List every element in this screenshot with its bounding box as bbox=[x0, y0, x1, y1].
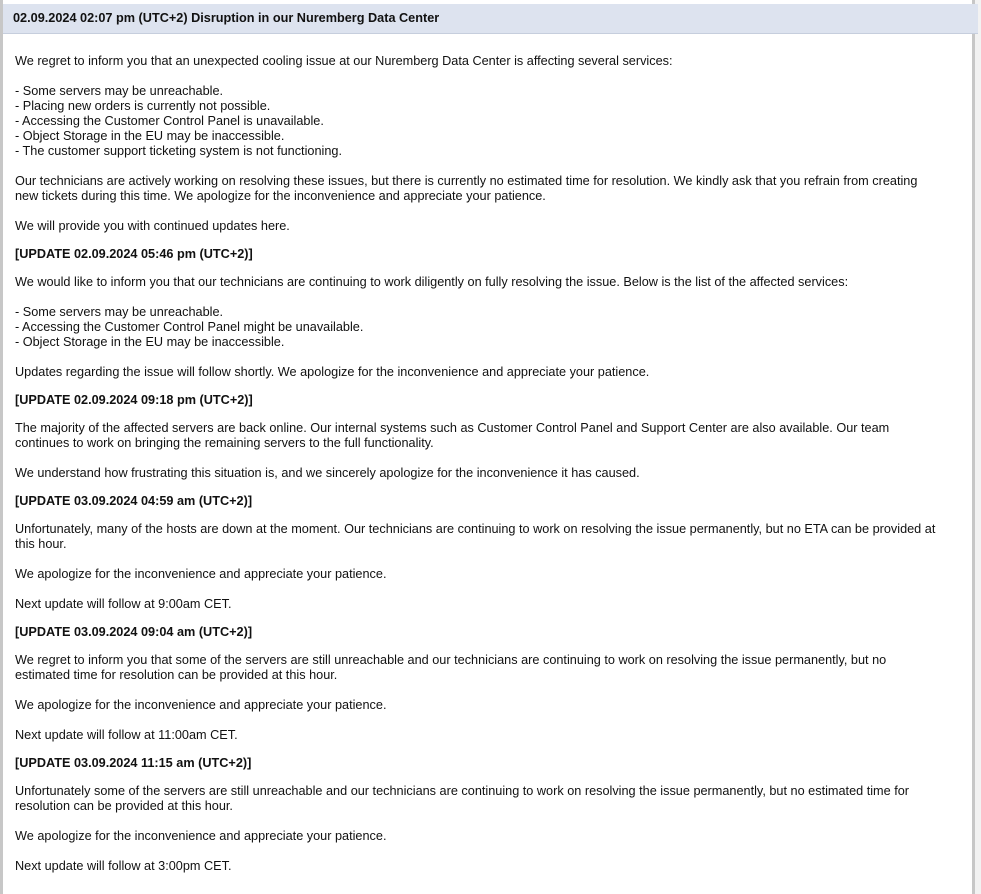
list-item: - The customer support ticketing system is not functioning. bbox=[15, 144, 342, 158]
incident-header bbox=[3, 4, 978, 34]
list-item: - Some servers may be unreachable. bbox=[15, 84, 224, 98]
update-paragraph: Next update will follow at 9:00am CET. bbox=[15, 597, 232, 611]
list-item: - Some servers may be unreachable. bbox=[15, 305, 224, 319]
list-item: - Object Storage in the EU may be inaccessible. bbox=[15, 129, 285, 143]
intro-paragraph-line: Our technicians are actively working on resolving these issues, but there is currently no estimated time for resolution. We kindly ask that you refrain from creating bbox=[15, 174, 918, 188]
list-item: - Placing new orders is currently not possible. bbox=[15, 99, 271, 113]
update-paragraph-line: We regret to inform you that some of the servers are still unreachable and our technicians are continuing to work on resolving the issue permanently, but no bbox=[15, 653, 887, 667]
list-item: - Accessing the Customer Control Panel is unavailable. bbox=[15, 114, 324, 128]
update-paragraph-line: resolution can be provided at this hour. bbox=[15, 799, 233, 813]
list-item: - Object Storage in the EU may be inaccessible. bbox=[15, 335, 285, 349]
list-item: - Accessing the Customer Control Panel might be unavailable. bbox=[15, 320, 364, 334]
incident-title: 02.09.2024 02:07 pm (UTC+2) Disruption in our Nuremberg Data Center bbox=[13, 11, 440, 25]
update-paragraph: We would like to inform you that our technicians are continuing to work diligently on fully resolving the issue. Below is the list of the affected services: bbox=[15, 275, 849, 289]
update-paragraph: Next update will follow at 11:00am CET. bbox=[15, 728, 238, 742]
update-paragraph: We understand how frustrating this situation is, and we sincerely apologize for the inconvenience it has caused. bbox=[15, 466, 640, 480]
update-paragraph-line: The majority of the affected servers are back online. Our internal systems such as Customer Control Panel and Support Center are also available. Our team bbox=[15, 421, 890, 435]
intro-paragraph: We regret to inform you that an unexpected cooling issue at our Nuremberg Data Center is affecting several services: bbox=[15, 54, 673, 68]
update-heading: [UPDATE 03.09.2024 09:04 am (UTC+2)] bbox=[15, 625, 253, 639]
intro-paragraph: We will provide you with continued updates here. bbox=[15, 219, 290, 233]
update-paragraph: We apologize for the inconvenience and appreciate your patience. bbox=[15, 698, 387, 712]
update-heading: [UPDATE 02.09.2024 05:46 pm (UTC+2)] bbox=[15, 247, 253, 261]
update-paragraph-line: continues to work on bringing the remaining servers to the full functionality. bbox=[15, 436, 434, 450]
update-heading: [UPDATE 03.09.2024 11:15 am (UTC+2)] bbox=[15, 756, 252, 770]
update-heading: [UPDATE 03.09.2024 04:59 am (UTC+2)] bbox=[15, 494, 253, 508]
update-heading: [UPDATE 02.09.2024 09:18 pm (UTC+2)] bbox=[15, 393, 253, 407]
update-paragraph-line: estimated time for resolution can be provided at this hour. bbox=[15, 668, 338, 682]
update-paragraph-line: Unfortunately some of the servers are still unreachable and our technicians are continuing to work on resolving the issue permanently, but no estimated time for bbox=[15, 784, 910, 798]
update-paragraph-line: Unfortunately, many of the hosts are down at the moment. Our technicians are continuing to work on resolving the issue permanently, but no ETA can be provided at bbox=[15, 522, 936, 536]
intro-paragraph-line: new tickets during this time. We apologize for the inconvenience and appreciate your patience. bbox=[15, 189, 546, 203]
update-paragraph: Updates regarding the issue will follow shortly. We apologize for the inconvenience and appreciate your patience. bbox=[15, 365, 650, 379]
update-paragraph: Next update will follow at 3:00pm CET. bbox=[15, 859, 232, 873]
update-paragraph: We apologize for the inconvenience and appreciate your patience. bbox=[15, 567, 387, 581]
update-paragraph: We apologize for the inconvenience and appreciate your patience. bbox=[15, 829, 387, 843]
update-paragraph-line: this hour. bbox=[15, 537, 67, 551]
